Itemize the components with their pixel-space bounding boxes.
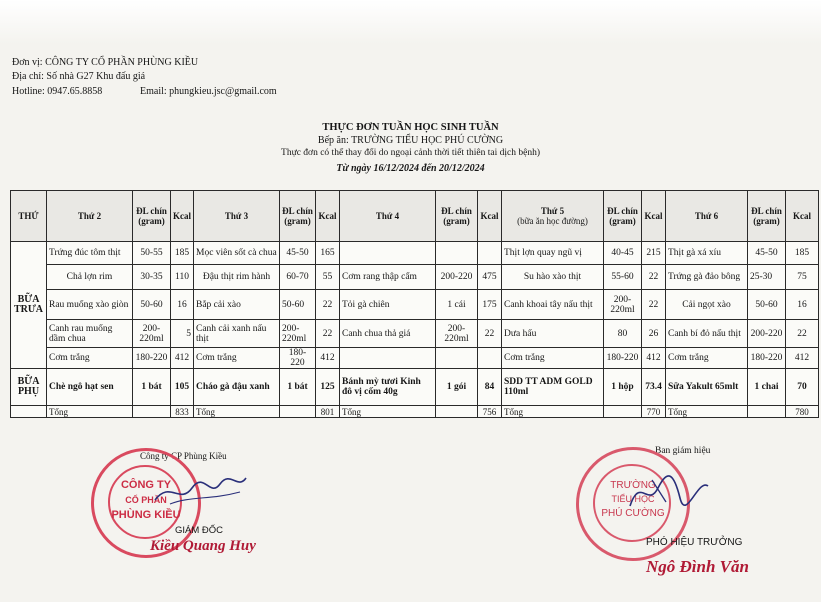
school-sign-line: Ban giám hiệu: [655, 446, 711, 456]
kitchen-line: Bếp ăn: TRƯỜNG TIỂU HỌC PHÚ CƯỜNG: [317, 135, 504, 146]
total-blank: [280, 406, 316, 418]
document-title: THỰC ĐƠN TUẦN HỌC SINH TUẦN: [322, 122, 499, 133]
portion-cell: 50-55: [133, 242, 171, 265]
thu5-note: (bữa ăn học đường): [517, 216, 588, 226]
table-row: [11, 320, 819, 348]
total-label: Tổng: [340, 406, 436, 418]
col-head-thu2: Thứ 2: [47, 191, 133, 242]
table-row: [11, 348, 819, 369]
company-signature-scribble: [150, 470, 250, 510]
address-line: Địa chỉ: Số nhà G27 Khu đấu giá: [12, 71, 146, 82]
total-kcal: 801: [316, 406, 340, 418]
meal-label-trua: BỮA TRƯA: [11, 242, 47, 369]
dish-cell: [340, 348, 436, 369]
kcal-cell: 55: [316, 265, 340, 290]
col-head-thu6: Thứ 6: [666, 191, 748, 242]
total-row: [11, 406, 819, 418]
total-label: Tổng: [502, 406, 604, 418]
total-label: Tổng: [666, 406, 748, 418]
col-head-thu5: [502, 191, 604, 242]
kcal-cell: 70: [786, 369, 819, 406]
portion-cell: 40-45: [604, 242, 642, 265]
company-stamp-line2: CỔ PHẦN: [125, 495, 167, 505]
dish-cell: Cơm trắng: [666, 348, 748, 369]
company-sign-line: Công ty CP Phùng Kiều: [140, 451, 227, 461]
menu-note: Thực đơn có thể thay đổi do ngoại cảnh thời tiết thiên tai dịch bệnh): [281, 148, 540, 158]
dish-cell: Dưa hấu: [502, 320, 604, 348]
school-stamp-line1: TRƯỜNG: [610, 480, 656, 491]
table-row: [11, 265, 819, 290]
kcal-cell: 475: [478, 265, 502, 290]
email-line: Email: phungkieu.jsc@gmail.com: [140, 86, 277, 97]
dish-cell: SDD TT ADM GOLD 110ml: [502, 369, 604, 406]
col-head-dl: ĐL chín (gram): [133, 191, 171, 242]
kcal-cell: 16: [171, 290, 194, 320]
dish-cell: Tỏi gà chiên: [340, 290, 436, 320]
portion-cell: 200-220: [436, 265, 478, 290]
dish-cell: Cơm rang thập cẩm: [340, 265, 436, 290]
table-row: [11, 369, 819, 406]
kcal-cell: 22: [786, 320, 819, 348]
kcal-cell: 22: [478, 320, 502, 348]
dish-cell: Canh chua thả giá: [340, 320, 436, 348]
dish-cell: Canh bí đỏ nấu thịt: [666, 320, 748, 348]
table-row: [11, 242, 819, 265]
kcal-cell: [478, 242, 502, 265]
kcal-cell: 22: [642, 265, 666, 290]
col-head-thu4: Thứ 4: [340, 191, 436, 242]
dish-cell: Sữa Yakult 65mlt: [666, 369, 748, 406]
total-label: Tổng: [47, 406, 133, 418]
dish-cell: Rau muống xào giòn: [47, 290, 133, 320]
portion-cell: 25-30: [748, 265, 786, 290]
col-head-kcal: Kcal: [316, 191, 340, 242]
portion-cell: 1 bát: [280, 369, 316, 406]
dish-cell: Trứng đúc tôm thịt: [47, 242, 133, 265]
kcal-cell: 22: [316, 290, 340, 320]
portion-cell: 200-220ml: [280, 320, 316, 348]
kcal-cell: 165: [316, 242, 340, 265]
portion-cell: 45-50: [748, 242, 786, 265]
dish-cell: Trứng gà đảo bông: [666, 265, 748, 290]
total-blank: [11, 406, 47, 418]
kcal-cell: 412: [171, 348, 194, 369]
portion-cell: 30-35: [133, 265, 171, 290]
dish-cell: Cải ngọt xào: [666, 290, 748, 320]
portion-cell: 200-220ml: [133, 320, 171, 348]
company-stamp-line3: PHÙNG KIỀU: [111, 509, 181, 521]
dish-cell: Cơm trắng: [502, 348, 604, 369]
portion-cell: 1 chai: [748, 369, 786, 406]
kcal-cell: 105: [171, 369, 194, 406]
kcal-cell: 412: [316, 348, 340, 369]
portion-cell: 200-220ml: [604, 290, 642, 320]
col-head-dl: ĐL chín (gram): [604, 191, 642, 242]
dish-cell: Đậu thịt rim hành: [194, 265, 280, 290]
kcal-cell: 110: [171, 265, 194, 290]
page-top-shade: [0, 0, 821, 44]
portion-cell: 50-60: [280, 290, 316, 320]
school-signer-name: Ngô Đình Văn: [646, 557, 749, 576]
portion-cell: 1 hộp: [604, 369, 642, 406]
total-blank: [748, 406, 786, 418]
dish-cell: Chả lợn rim: [47, 265, 133, 290]
dish-cell: Chè ngô hạt sen: [47, 369, 133, 406]
total-blank: [133, 406, 171, 418]
portion-cell: 180-220: [604, 348, 642, 369]
weekly-menu-table: [10, 190, 819, 418]
portion-cell: 180-220: [748, 348, 786, 369]
kcal-cell: 75: [786, 265, 819, 290]
header-row: [11, 191, 819, 242]
portion-cell: 80: [604, 320, 642, 348]
portion-cell: 180-220: [280, 348, 316, 369]
portion-cell: 55-60: [604, 265, 642, 290]
portion-cell: 50-60: [133, 290, 171, 320]
dish-cell: Su hào xào thịt: [502, 265, 604, 290]
portion-cell: 60-70: [280, 265, 316, 290]
kcal-cell: 22: [316, 320, 340, 348]
kcal-cell: [478, 348, 502, 369]
kcal-cell: 73.4: [642, 369, 666, 406]
school-stamp-line3: PHÚ CƯỜNG: [601, 508, 665, 519]
kcal-cell: 412: [786, 348, 819, 369]
portion-cell: 200-220: [748, 320, 786, 348]
thu5-label: Thứ 5: [540, 206, 565, 216]
date-range: Từ ngày 16/12/2024 đến 20/12/2024: [336, 163, 485, 174]
table-row: [11, 290, 819, 320]
total-kcal: 780: [786, 406, 819, 418]
portion-cell: [436, 242, 478, 265]
dish-cell: Cháo gà đậu xanh: [194, 369, 280, 406]
kcal-cell: 26: [642, 320, 666, 348]
dish-cell: Canh cải xanh nấu thịt: [194, 320, 280, 348]
kcal-cell: 5: [171, 320, 194, 348]
unit-line: Đơn vị: CÔNG TY CỔ PHẦN PHÙNG KIỀU: [12, 57, 199, 68]
total-blank: [604, 406, 642, 418]
col-head-kcal: Kcal: [786, 191, 819, 242]
school-signature-scribble: [622, 468, 712, 513]
hotline-line: Hotline: 0947.65.8858: [12, 86, 103, 97]
meal-label-phu: BỮA PHỤ: [11, 369, 47, 406]
col-head-dl: ĐL chín (gram): [280, 191, 316, 242]
dish-cell: Mọc viên sốt cà chua: [194, 242, 280, 265]
company-stamp-line1: CÔNG TY: [120, 479, 172, 491]
col-head-thu3: Thứ 3: [194, 191, 280, 242]
total-kcal: 833: [171, 406, 194, 418]
kcal-cell: 215: [642, 242, 666, 265]
portion-cell: 45-50: [280, 242, 316, 265]
kcal-cell: 185: [786, 242, 819, 265]
kcal-cell: 412: [642, 348, 666, 369]
dish-cell: Cơm trắng: [194, 348, 280, 369]
dish-cell: Thịt lợn quay ngũ vị: [502, 242, 604, 265]
col-head-kcal: Kcal: [171, 191, 194, 242]
portion-cell: 50-60: [748, 290, 786, 320]
company-signer-name: Kiều Quang Huy: [150, 538, 256, 554]
kcal-cell: 22: [642, 290, 666, 320]
total-label: Tổng: [194, 406, 280, 418]
dish-cell: Canh rau muống dầm chua: [47, 320, 133, 348]
portion-cell: [436, 348, 478, 369]
portion-cell: 200-220ml: [436, 320, 478, 348]
kcal-cell: 185: [171, 242, 194, 265]
kcal-cell: 16: [786, 290, 819, 320]
total-kcal: 756: [478, 406, 502, 418]
col-head-kcal: Kcal: [478, 191, 502, 242]
school-stamp-line2: TIỂU HỌC: [611, 494, 655, 504]
dish-cell: Cơm trắng: [47, 348, 133, 369]
kcal-cell: 84: [478, 369, 502, 406]
kcal-cell: 175: [478, 290, 502, 320]
col-head-thu: THỨ: [11, 191, 47, 242]
col-head-dl: ĐL chín (gram): [748, 191, 786, 242]
dish-cell: [340, 242, 436, 265]
col-head-dl: ĐL chín (gram): [436, 191, 478, 242]
portion-cell: 1 cái: [436, 290, 478, 320]
portion-cell: 1 gói: [436, 369, 478, 406]
dish-cell: Bắp cải xào: [194, 290, 280, 320]
kcal-cell: 125: [316, 369, 340, 406]
total-blank: [436, 406, 478, 418]
portion-cell: 180-220: [133, 348, 171, 369]
total-kcal: 770: [642, 406, 666, 418]
company-role: GIÁM ĐỐC: [175, 525, 224, 536]
dish-cell: Canh khoai tây nấu thịt: [502, 290, 604, 320]
dish-cell: Thịt gà xá xíu: [666, 242, 748, 265]
col-head-kcal: Kcal: [642, 191, 666, 242]
portion-cell: 1 bát: [133, 369, 171, 406]
dish-cell: Bánh mỳ tươi Kinh đô vị cốm 40g: [340, 369, 436, 406]
school-role: PHÓ HIỆU TRƯỞNG: [646, 537, 743, 548]
